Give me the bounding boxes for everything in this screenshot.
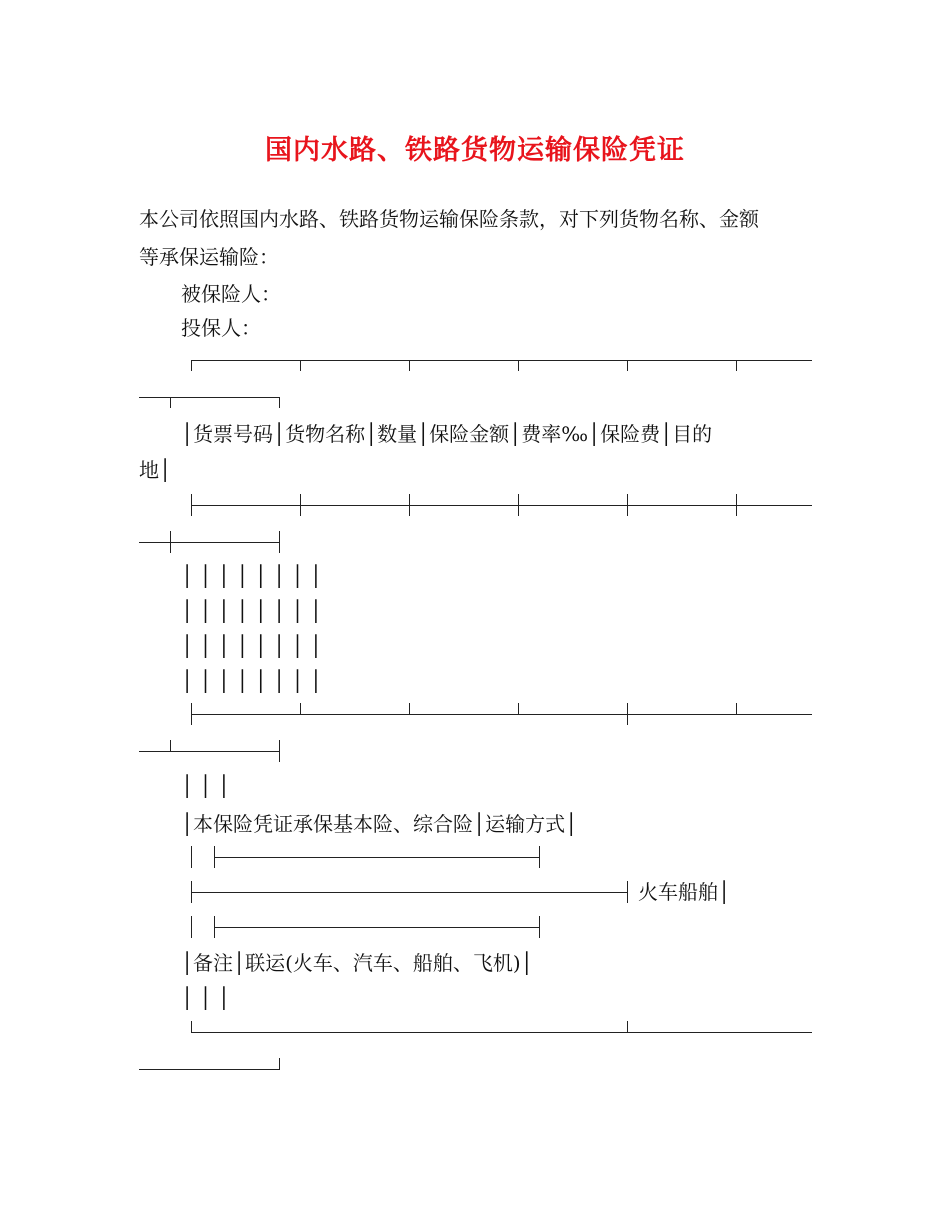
table-header-row: │货票号码│货物名称│数量│保险金额│费率‰│保险费│目的 <box>181 422 713 446</box>
transport-label: 火车船舶│ <box>638 880 731 904</box>
table-row: │ │ │ │ │ │ │ │ <box>181 564 322 588</box>
table-row: │ │ │ │ │ │ │ │ <box>181 634 322 658</box>
insured-label: 被保险人： <box>181 282 281 306</box>
table-header-row-cont: 地│ <box>139 458 172 482</box>
policyholder-label: 投保人： <box>181 316 261 340</box>
intro-line-2: 等承保运输险： <box>139 245 279 269</box>
spacer-row: │ │ │ <box>181 986 230 1010</box>
intro-line-1: 本公司依照国内水路、铁路货物运输保险条款，对下列货物名称、金额 <box>139 207 759 231</box>
remarks-row: │备注│联运(火车、汽车、船舶、飞机)│ <box>181 951 533 975</box>
coverage-row: │本保险凭证承保基本险、综合险│运输方式│ <box>181 812 578 836</box>
spacer-row: │ │ │ <box>181 774 230 798</box>
table-row: │ │ │ │ │ │ │ │ <box>181 599 322 623</box>
table-row: │ │ │ │ │ │ │ │ <box>181 669 322 693</box>
document-title: 国内水路、铁路货物运输保险凭证 <box>265 135 685 166</box>
